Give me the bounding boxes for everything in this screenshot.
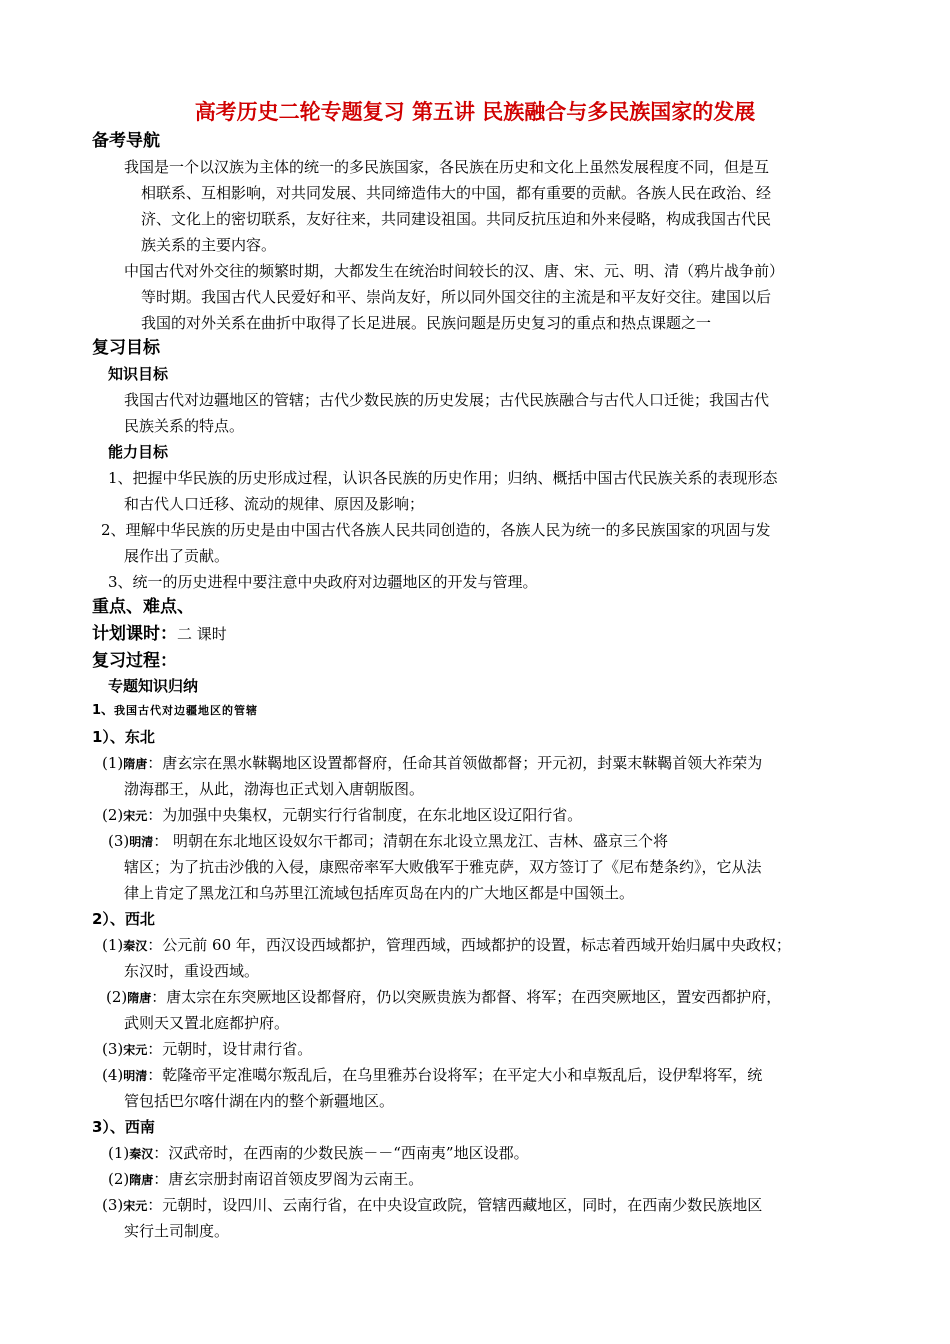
knowledge-goals-line: 民族关系的特点。 (124, 417, 245, 435)
northeast-item-1-cont: 渤海郡王，从此，渤海也正式划入唐朝版图。 (124, 780, 425, 798)
northwest-item-2: (2)隋唐：唐太宗在东突厥地区设都督府，仍以突厥贵族为都督、将军；在西突厥地区，置安西都护府， (106, 988, 782, 1006)
northwest-item-4-cont: 管包括巴尔喀什湖在内的整个新疆地区。 (124, 1092, 395, 1110)
northeast-item-1: (1)隋唐：唐玄宗在黑水靺鞨地区设置都督府，任命其首领做都督；开元初，封粟末靺鞨首领大祚荣为 (102, 754, 763, 772)
era-tag: 宋元 (123, 1043, 148, 1057)
topic-number: 1、 (92, 703, 115, 718)
ability-goal-line: 2、理解中华民族的历史是由中国古代各族人民共同创造的，各族人民为统一的多民族国家的巩固与发 (101, 521, 771, 539)
plan-label: 计划课时： (92, 624, 177, 644)
era-tag: 宋元 (123, 809, 148, 823)
southwest-item-3-cont: 实行土司制度。 (124, 1222, 230, 1240)
northwest-item-1: (1)秦汉：公元前 60 年，西汉设西域都护，管理西域，西域都护的设置，标志着西域开始归属中央政权； (102, 936, 791, 954)
northeast-heading: 1）、东北 (92, 728, 155, 746)
topic-title: 我国古代对边疆地区的管辖 (114, 704, 259, 717)
era-tag: 宋元 (123, 1199, 148, 1213)
topic-heading (92, 702, 258, 720)
goals-heading: 复习目标 (92, 338, 160, 358)
ability-goal-line: 3、统一的历史进程中要注意中央政府对边疆地区的开发与管理。 (108, 573, 538, 591)
northeast-item-3-cont: 律上肯定了黑龙江和乌苏里江流域包括库页岛在内的广大地区都是中国领土。 (124, 884, 635, 902)
northwest-item-1-cont: 东汉时，重设西域。 (124, 962, 260, 980)
ability-goal-line: 和古代人口迁移、流动的规律、原因及影响； (124, 495, 425, 513)
southwest-item-2: (2)隋唐：唐玄宗册封南诏首领皮罗阁为云南王。 (108, 1170, 424, 1188)
document-title: 高考历史二轮专题复习 第五讲 民族融合与多民族国家的发展 (194, 100, 756, 124)
northwest-heading: 2）、西北 (92, 910, 155, 928)
knowledge-goals-heading: 知识目标 (108, 365, 169, 383)
southwest-item-1: (1)秦汉：汉武帝时，在西南的少数民族－－“西南夷”地区设郡。 (108, 1144, 529, 1162)
northwest-item-4: (4)明清：乾隆帝平定准噶尔叛乱后，在乌里雅苏台设将军；在平定大小和卓叛乱后，设伊犁将军，统 (102, 1066, 763, 1084)
era-tag: 秦汉 (129, 1147, 154, 1161)
era-tag: 隋唐 (127, 991, 152, 1005)
guide-p2-line: 等时期。我国古代人民爱好和平、崇尚友好，所以同外国交往的主流是和平友好交往。建国以后 (141, 288, 772, 306)
guide-p2-line: 我国的对外关系在曲折中取得了长足进展。民族问题是历史复习的重点和热点课题之一 (141, 314, 712, 332)
northeast-item-2: (2)宋元：为加强中央集权，元朝实行行省制度，在东北地区设辽阳行省。 (102, 806, 583, 824)
southwest-item-3: (3)宋元：元朝时，设四川、云南行省，在中央设宣政院，管辖西藏地区，同时，在西南少数民族地区 (102, 1196, 763, 1214)
guide-p1-line: 族关系的主要内容。 (141, 236, 277, 254)
era-tag: 明清 (123, 1069, 148, 1083)
guide-p1-line: 我国是一个以汉族为主体的统一的多民族国家，各民族在历史和文化上虽然发展程度不同，但是互 (124, 158, 770, 176)
summary-heading: 专题知识归纳 (108, 677, 199, 695)
northeast-item-3-cont: 辖区；为了抗击沙俄的入侵，康熙帝率军大败俄军于雅克萨，双方签订了《尼布楚条约》，它从法 (124, 858, 762, 876)
guide-p1-line: 相联系、互相影响，对共同发展、共同缔造伟大的中国，都有重要的贡献。各族人民在政治、经 (141, 184, 772, 202)
guide-p1-line: 济、文化上的密切联系，友好往来，共同建设祖国。共同反抗压迫和外来侵略，构成我国古代民 (141, 210, 772, 228)
southwest-heading: 3）、西南 (92, 1118, 155, 1136)
process-heading: 复习过程： (92, 651, 177, 671)
ability-goal-line: 1、把握中华民族的历史形成过程，认识各民族的历史作用；归纳、概括中国古代民族关系的表现形态 (108, 469, 778, 487)
ability-goals-heading: 能力目标 (108, 443, 169, 461)
northeast-item-3: (3)明清： 明朝在东北地区设奴尔干都司；清朝在东北设立黑龙江、吉林、盛京三个将 (108, 832, 669, 850)
era-tag: 明清 (129, 835, 154, 849)
era-tag: 秦汉 (123, 939, 148, 953)
northwest-item-3: (3)宋元：元朝时，设甘肃行省。 (102, 1040, 313, 1058)
northwest-item-2-cont: 武则天又置北庭都护府。 (124, 1014, 290, 1032)
guide-p2-line: 中国古代对外交往的频繁时期，大都发生在统治时间较长的汉、唐、宋、元、明、清（鸦片战争前） (124, 262, 785, 280)
key-points-heading: 重点、难点、 (92, 597, 194, 617)
ability-goal-line: 展作出了贡献。 (124, 547, 230, 565)
guide-heading: 备考导航 (92, 131, 160, 151)
era-tag: 隋唐 (123, 757, 148, 771)
knowledge-goals-line: 我国古代对边疆地区的管辖；古代少数民族的历史发展；古代民族融合与古代人口迁徙；我国古代 (124, 391, 770, 409)
plan-value: 二 课时 (177, 625, 227, 643)
plan-heading (92, 623, 227, 645)
era-tag: 隋唐 (129, 1173, 154, 1187)
